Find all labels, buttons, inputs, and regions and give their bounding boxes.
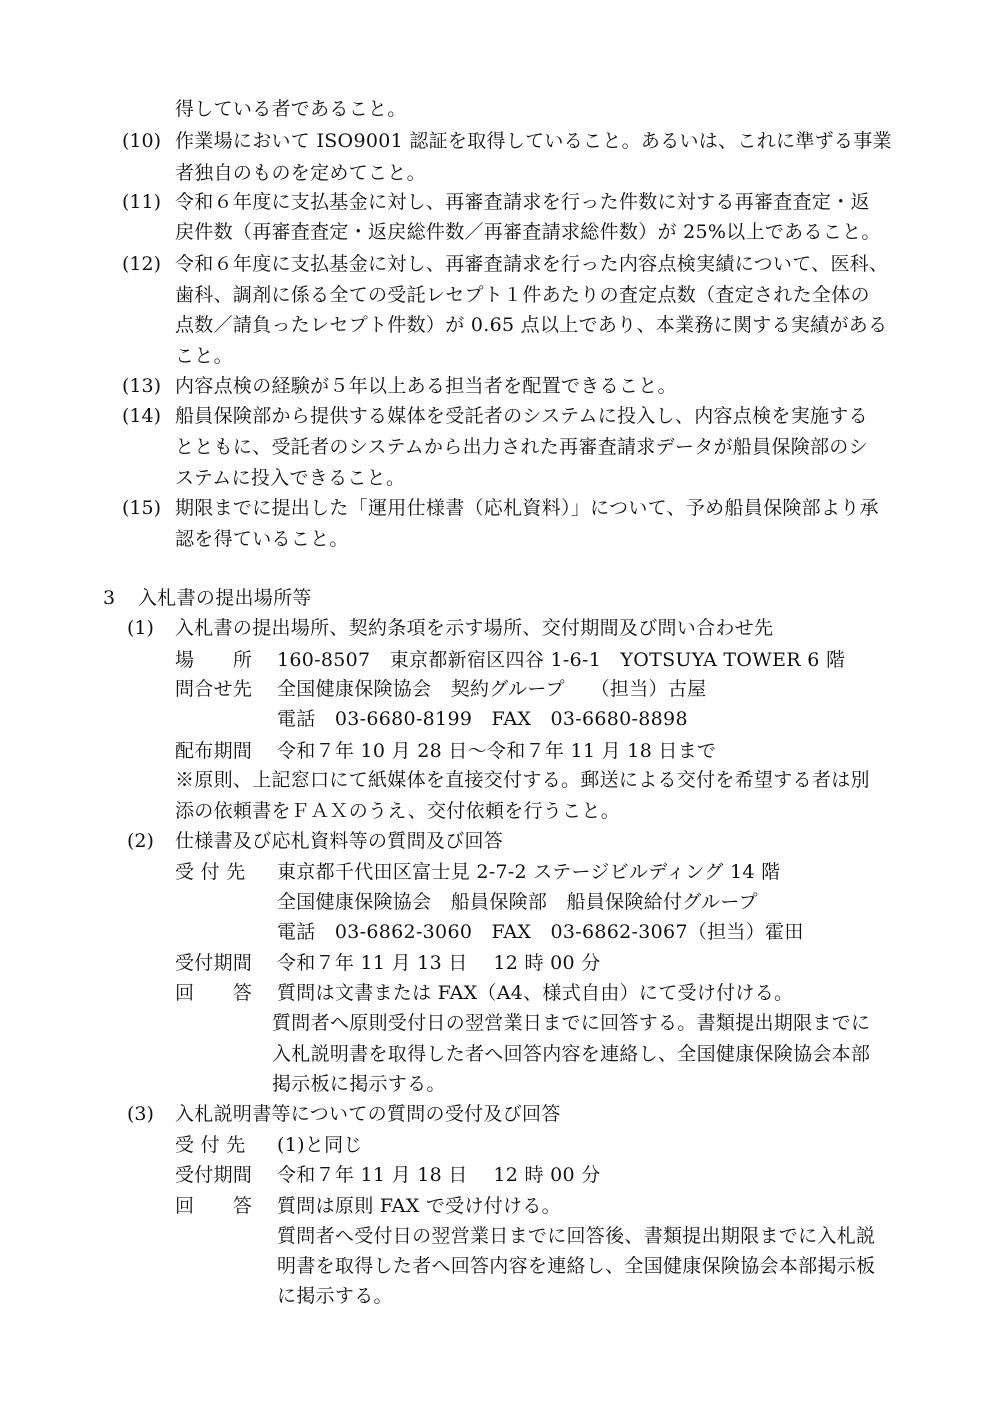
- item-13-line-1: 内容点検の経験が５年以上ある担当者を配置できること。: [175, 375, 677, 397]
- sub-3-answer-line-2: 質問者へ受付日の翌営業日までに回答後、書類提出期限までに入札説: [277, 1225, 876, 1247]
- sub-1-contact-tel: 電話 03-6680-8199 FAX 03-6680-8898: [277, 708, 688, 730]
- sub-1-contact-label: 問合せ先: [175, 678, 253, 700]
- sub-1-contact-value: 全国健康保険協会 契約グループ （担当）古屋: [277, 678, 707, 700]
- sub-2-period-label: 受付期間: [175, 952, 253, 974]
- sub-2-answer-label: 回 答: [175, 982, 253, 1004]
- section-3-number: 3: [103, 587, 116, 609]
- sub-3-period-value: 令和７年 11 月 18 日 12 時 00 分: [277, 1164, 601, 1186]
- sub-3-answer-label: 回 答: [175, 1195, 253, 1217]
- sub-3-recv-label: 受 付 先: [175, 1134, 246, 1156]
- sub-1-period-label: 配布期間: [175, 740, 253, 762]
- sub-2-recv-label: 受 付 先: [175, 861, 246, 883]
- sub-3-answer-line-3: 明書を取得した者へ回答内容を連絡し、全国健康保険協会本部掲示板: [277, 1255, 876, 1277]
- item-13-number: (13): [122, 375, 162, 397]
- sub-3-title: 入札説明書等についての質問の受付及び回答: [175, 1103, 561, 1125]
- item-12-line-4: こと。: [175, 345, 233, 367]
- sub-2-answer-line-4: 掲示板に掲示する。: [272, 1073, 446, 1095]
- sub-2-title: 仕様書及び応札資料等の質問及び回答: [175, 830, 504, 852]
- item-14-line-1: 船員保険部から提供する媒体を受託者のシステムに投入し、内容点検を実施する: [175, 405, 868, 427]
- sub-2-answer-line-1: 質問は文書または FAX（A4、様式自由）にて受け付ける。: [277, 982, 794, 1004]
- sub-3-answer-line-4: に掲示する。: [277, 1285, 393, 1307]
- item-11-line-1: 令和６年度に支払基金に対し、再審査請求を行った件数に対する再審査査定・返: [175, 191, 870, 213]
- sub-1-note-line-1: ※原則、上記窓口にて紙媒体を直接交付する。郵送による交付を希望する者は別: [175, 769, 870, 791]
- item-12-number: (12): [122, 253, 162, 275]
- sub-2-answer-line-3: 入札説明書を取得した者へ回答内容を連絡し、全国健康保険協会本部: [272, 1043, 871, 1065]
- sub-2-number: (2): [127, 830, 154, 852]
- item-15-line-1: 期限までに提出した「運用仕様書（応札資料）」について、予め船員保険部より承: [175, 497, 879, 519]
- item-10-line-1: 作業場において ISO9001 認証を取得していること。あるいは、これに準ずる事業: [175, 130, 892, 152]
- sub-1-place-label: 場 所: [175, 649, 253, 671]
- item-15-number: (15): [122, 497, 162, 519]
- item-12-line-2: 歯科、調剤に係る全ての受託レセプト１件あたりの査定点数（査定された全体の: [175, 284, 870, 306]
- item-12-line-1: 令和６年度に支払基金に対し、再審査請求を行った内容点検実績について、医科、: [175, 253, 889, 275]
- item-14-number: (14): [122, 405, 162, 427]
- sub-1-period-value: 令和７年 10 月 28 日～令和７年 11 月 18 日まで: [277, 740, 717, 762]
- sub-3-answer-line-1: 質問は原則 FAX で受け付ける。: [277, 1195, 561, 1217]
- item-15-line-2: 認を得ていること。: [175, 528, 349, 550]
- sub-2-period-value: 令和７年 11 月 13 日 12 時 00 分: [277, 952, 601, 974]
- sub-1-place-value: 160-8507 東京都新宿区四谷 1-6-1 YOTSUYA TOWER 6 階: [277, 649, 846, 671]
- item-9-continuation: 得している者であること。: [175, 98, 407, 120]
- item-12-line-3: 点数／請負ったレセプト件数）が 0.65 点以上であり、本業務に関する実績がある: [175, 314, 888, 336]
- sub-1-number: (1): [127, 617, 154, 639]
- item-14-line-3: ステムに投入できること。: [175, 467, 406, 489]
- sub-2-answer-line-2: 質問者へ原則受付日の翌営業日までに回答する。書類提出期限までに: [272, 1012, 871, 1034]
- sub-2-recv-tel: 電話 03-6862-3060 FAX 03-6862-3067（担当）霍田: [277, 921, 804, 943]
- sub-1-note-line-2: 添の依頼書をＦＡＸのうえ、交付依頼を行うこと。: [175, 800, 621, 822]
- section-3-title: 入札書の提出場所等: [138, 587, 312, 609]
- sub-2-recv-value-1: 東京都千代田区富士見 2-7-2 ステージビルディング 14 階: [277, 861, 781, 883]
- item-10-line-2: 者独自のものを定めてこと。: [175, 162, 426, 184]
- item-11-line-2: 戻件数（再審査査定・返戻総件数／再審査請求総件数）が 25%以上であること。: [175, 221, 881, 243]
- sub-3-period-label: 受付期間: [175, 1164, 253, 1186]
- item-10-number: (10): [122, 130, 162, 152]
- sub-1-title: 入札書の提出場所、契約条項を示す場所、交付期間及び問い合わせ先: [175, 617, 774, 639]
- sub-3-recv-value: (1)と同じ: [277, 1134, 363, 1156]
- item-14-line-2: とともに、受託者のシステムから出力された再審査請求データが船員保険部のシ: [175, 436, 868, 458]
- item-11-number: (11): [122, 191, 162, 213]
- sub-2-recv-value-2: 全国健康保険協会 船員保険部 船員保険給付グループ: [277, 891, 758, 913]
- sub-3-number: (3): [127, 1103, 154, 1125]
